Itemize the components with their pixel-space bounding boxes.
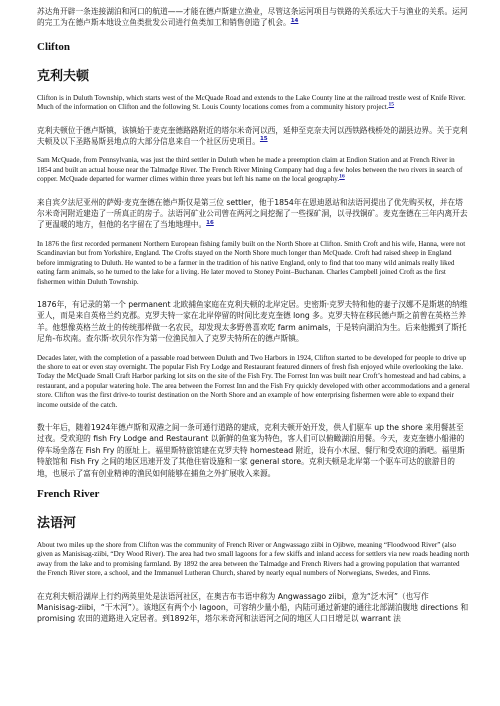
clifton-paragraph-4-en: Decades later, with the completion of a passable road between Duluth and Two Harbors in 1924, Clifton started to be developed for people to drive up the shore to eat or even stay overnight. The popular Fish Fry Lodge and Restaurant featured dinners of fresh fish enjoyed while overlooking the lake. Today the McQuade Small Craft Harbor parking lot sits on the site of the Fish Fry. The Forrest Inn was built near Croft’s homestead and had cabins, a restaurant, and a popular watering hole. The area between the Forrest Inn and the Fish Fry quickly developed with other accommodations and a general store. Clifton was the first drive-to tourist destination on the North Shore and an example of how enterprising fishermen were able to expand their income outside of the catch. [37,353,470,409]
french-river-paragraph-1-zh: 在克利夫顿沿湖岸上行约两英里处是法语河社区，在奥吉布韦语中称为 Angwassago ziibi，意为“泛木河”（也写作 Manisisag-ziibi，“干木河”）。该地区有两个小 lagoon，可容纳少量小船，内陆可通过新建的通往北部湖泊腹地 directions 和 promising 农田的道路进入定居者。到1892年，塔尔米奇河和法语河之间的地区人口日增足以 warrant 法 [37,591,469,624]
clifton-heading-zh: 克利夫顿 [37,68,90,84]
clifton-paragraph-1-zh: 克利夫顿位于德卢斯镇，该镇始于麦克奎德路路附近的塔尔米奇河以西，延伸至克奈夫河以西铁路栈桥处的湖县边界。关于克利夫顿及以下圣路易斯县地点的大部分信息来自一个社区历史项目。$^{15}$ [37,125,468,147]
footnote-link-16[interactable]: 16 [339,173,345,180]
clifton-paragraph-4-zh: 数十年后，随着1924年德卢斯和双港之间一条可通行道路的建成，克利夫顿开始开发，供人们驱车 up the shore 来用餐甚至过夜。受欢迎的 fish Fry Lodge and Restaurant 以新鲜的鱼宴为特色，客人们可以俯瞰湖泊用餐。今天，麦克奎德小船港的停车场坐落在 Fish Fry 的原址上。福里斯特旅馆建在克罗夫特 homestead 附近，设有小木屋、餐厅和受欢迎的酒吧。福里斯特旅馆和 Fish Fry 之间的地区迅速开发了其他住宿设施和一家 general store。克利夫顿是北岸第一个驱车可达的旅游目的地，也展示了富有创业精神的渔民如何能够在捕鱼之外扩展收入来源。 [37,422,465,478]
clifton-paragraph-3-zh: 1876年，有记录的第一个 permanent 北欧捕鱼家庭在克利夫顿的北岸定居。史密斯·克罗夫特和他的妻子汉娜不是斯堪的纳维亚人，而是来自英格兰约克郡。克罗夫特一家在北岸停留的时间比麦克奎德 long 多。克罗夫特在移民德卢斯之前曾在英格兰养羊。他想像英格兰故土的传统那样做一名农民，却发现太多野兽喜欢吃 farm animals，于是转向湖泊为生。后来他搬到了斯托尼角-布坎南。查尔斯·坎贝尔作为第一位渔民加入了克罗夫特所在的德卢斯镇。 [37,299,468,344]
clifton-paragraph-1-en: Clifton is in Duluth Township, which starts west of the McQuade Road and extends to the Lake County line at the railroad trestle west of Knife River. Much of the information on Clifton and the following St. Louis County locations comes from a community history project.$^{15}$ [37,93,466,112]
intro-paragraph-zh: 苏达角开辟一条连接湖泊和河口的航道——才能在德卢斯建立渔业，尽管这条运河项目与铁路的关系远大于与渔业的关系。运河的完工为在德卢斯本地设立鱼类批发公司进行鱼类加工和销售创造了机会。$^{14}$ [37,7,468,28]
footnote-link-14[interactable]: 14 [290,17,299,24]
french-river-paragraph-1-en: About two miles up the shore from Clifton was the community of French River or Angwassago ziibi in Ojibwe, meaning “Floodwood River” (also given as Manisisag-ziibi, “Dry Wood River). The area had two small lagoons for a few skiffs and inland access for settlers via new roads heading north away from the lake and to promising farmland. By 1892 the area between the Talmadge and French Rivers had a growing population that warranted the French River store, a school, and the Immanuel Lutheran Church, shared by nearly equal numbers of Norwegians, Swedes, and Finns. [37,541,470,578]
clifton-paragraph-2-en: Sam McQuade, from Pennsylvania, was just the third settler in Duluth when he made a preemption claim at Endion Station and at French River in 1854 and built an actual house near the Talmadge River. The French River Mining Company had dug a few holes between the two rivers in search of copper. McQuade departed for warmer climes within three years but left his name on the local geography.$^{16}$ [37,156,463,184]
french-river-heading-en: French River [37,488,100,500]
footnote-link-16-zh[interactable]: 16 [206,219,214,226]
footnote-link-15-zh[interactable]: 15 [259,136,268,143]
clifton-heading-en: Clifton [37,40,70,53]
clifton-paragraph-2-zh: 来自宾夕法尼亚州的萨姆·麦克奎德在德卢斯仅是第三位 settler，他于1854年在恩迪恩站和法语河提出了优先购买权，并在塔尔米奇河附近建造了一所真正的房子。法语河矿业公司曾在两河之间挖掘了一些探矿洞，以寻找铜矿。麦克奎德在三年内离开去了更温暖的地方，但他的名字留在了当地地理中。$^{16}$ [37,197,468,230]
french-river-heading-zh: 法语河 [37,516,77,531]
footnote-link-15[interactable]: 15 [388,101,395,108]
clifton-paragraph-3-en: In 1876 the first recorded permanent Northern European fishing family built on the North Shore at Clifton. Smith Croft and his wife, Hanna, were not Scandinavian but from Yorkshire, England. The Crofts stayed on the North Shore much longer than McQuade. Croft had raised sheep in England before immigrating to Duluth. He wanted to be a farmer in the tradition of his native England, only to find that too many wild animals really liked eating farm animals, so he turned to the lake for a living. He later moved to Stoney Point–Buchanan. Charles Campbell joined Croft as the first fishermen within Duluth Township. [37,239,466,286]
